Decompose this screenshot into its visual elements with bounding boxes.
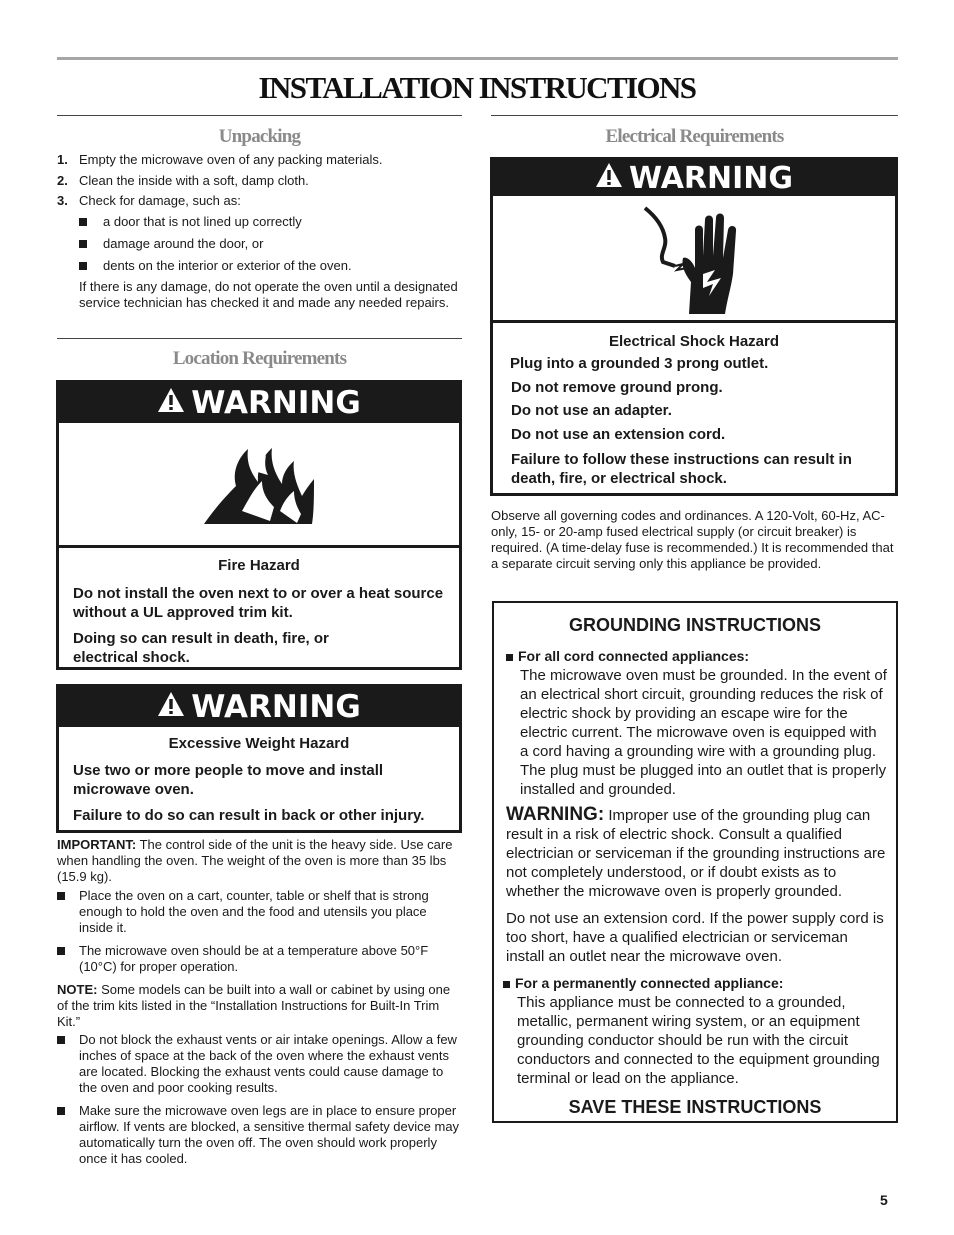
bullet-square: [57, 892, 65, 900]
weight-hazard-title: Excessive Weight Hazard: [168, 735, 350, 752]
shock-line: Plug into a grounded 3 prong outlet.: [510, 355, 769, 372]
section-divider: [57, 338, 462, 339]
electric-shock-hand-icon: [641, 204, 751, 316]
warning-banner: [59, 687, 459, 727]
perm-label: For a permanently connected appliance:: [515, 975, 784, 991]
damage-item-text: dents on the interior or exterior of the oven.: [103, 258, 352, 273]
bullet-square: [79, 262, 87, 270]
warning-triangle-icon: [157, 385, 185, 421]
important-label: IMPORTANT:: [57, 837, 137, 852]
grounding-heading: GROUNDING INSTRUCTIONS: [569, 615, 821, 635]
important-text: The control side of the unit is the heavy side. Use care when handling the oven. The weight of the oven is more than 35 lbs (15.9 kg).: [57, 837, 453, 884]
shock-line: Do not remove ground prong.: [511, 379, 723, 396]
perm-text: This appliance must be connected to a grounded, metallic, permanent wiring system, or an equipment grounding conductor should be run with the circuit conductors and connected to the equipment grounding terminal or lead on the appliance.: [517, 994, 880, 1087]
weight-warning-line2: Failure to do so can result in back or other injury.: [73, 807, 425, 824]
unpacking-steps: [57, 152, 462, 332]
shock-line: Failure to follow these instructions can result in death, fire, or electrical shock.: [511, 451, 852, 487]
fire-warning-line2: Doing so can result in death, fire, or electrical shock.: [73, 630, 329, 666]
bullet-text: The microwave oven should be at a temperature above 50°F (10°C) for proper operation.: [79, 943, 429, 974]
page-title: INSTALLATION INSTRUCTIONS: [258, 70, 696, 105]
shock-line: Do not use an adapter.: [511, 402, 672, 419]
electrical-paragraph: Observe all governing codes and ordinances. A 120-Volt, 60-Hz, AC-only, 15- or 20-amp fused electrical supply (or circuit breaker) is required. (A time-delay fuse is recommended.) It is recommended that a separate circuit serving only this appliance be provided.: [491, 508, 894, 571]
warning-label: WARNING: [191, 689, 361, 725]
page-number: 5: [880, 1192, 888, 1208]
bullet-text: Make sure the microwave oven legs are in place to ensure proper airflow. If vents are blocked, a sensitive thermal safety device may automatically turn the oven off. The oven should work properly once it has cooled.: [79, 1103, 460, 1166]
weight-warning-box: [56, 684, 462, 833]
section-divider: [57, 115, 462, 116]
grounding-warning-text: Improper use of the grounding plug can result in a risk of electric shock. Consult a qualified electrician or serviceman if the grounding instructions are not completely understood, or if doubt exists as to whether the microwave oven is properly grounded.: [506, 807, 886, 900]
warning-banner: [493, 160, 895, 196]
note-paragraph: [57, 982, 462, 1030]
electrical-warning-box: [490, 157, 898, 496]
cord-label-row: [506, 647, 888, 666]
grounding-box: [492, 601, 898, 1123]
step-text: Clean the inside with a soft, damp cloth.: [79, 173, 309, 188]
bullet-square: [57, 947, 65, 955]
bullet-text: Do not block the exhaust vents or air intake openings. Allow a few inches of space at the back of the oven where the exhaust vents are located. Blocking the exhaust vents could cause damage to the oven and poor cooking results.: [79, 1032, 457, 1095]
shock-hazard-title: Electrical Shock Hazard: [608, 333, 780, 350]
important-paragraph: [57, 837, 462, 885]
step-text: Empty the microwave oven of any packing materials.: [79, 152, 383, 167]
bullet-square: [79, 218, 87, 226]
bullet-text: Place the oven on a cart, counter, table or shelf that is strong enough to hold the oven and the food and utensils you place inside it.: [79, 888, 429, 935]
bullet-square: [79, 240, 87, 248]
step-number: 2.: [57, 173, 68, 188]
shock-line: Do not use an extension cord.: [511, 426, 726, 443]
fire-warning-line1: Do not install the oven next to or over a heat source without a UL approved trim kit.: [73, 585, 444, 621]
unpacking-heading: Unpacking: [218, 126, 301, 147]
cord-label: For all cord connected appliances:: [518, 648, 750, 664]
location-heading: Location Requirements: [172, 348, 347, 369]
step-number: 3.: [57, 193, 68, 208]
cord-text: The microwave oven must be grounded. In the event of an electrical short circuit, grounding reduces the risk of electric shock by providing an escape wire for the electric current. The microwave oven is equipped with a cord having a grounding wire with a grounding plug. The plug must be plugged into an outlet that is properly installed and grounded.: [520, 667, 887, 798]
warning-label: WARNING: [628, 160, 794, 196]
note-text: Some models can be built into a wall or cabinet by using one of the trim kits listed in the “Installation Instructions for Built-In Trim Kit.”: [57, 982, 451, 1029]
weight-warning-line1: Use two or more people to move and install microwave oven.: [73, 762, 384, 798]
warning-triangle-icon: [595, 161, 623, 196]
warning-banner: [59, 383, 459, 423]
bullet-square: [503, 981, 510, 988]
note-label: NOTE:: [57, 982, 98, 997]
perm-label-row: [503, 974, 888, 993]
section-divider: [491, 115, 898, 116]
bullet-square: [506, 654, 513, 661]
fire-hazard-title: Fire Hazard: [218, 557, 300, 574]
warning-triangle-icon: [157, 689, 185, 725]
damage-item-text: damage around the door, or: [103, 236, 264, 251]
grounding-warning-label: WARNING:: [506, 804, 605, 825]
fire-icon: [202, 441, 317, 526]
shock-pictogram-area: [493, 196, 895, 323]
top-rule: [57, 57, 898, 60]
step-text: Check for damage, such as:: [79, 193, 241, 208]
damage-note: If there is any damage, do not operate the oven until a designated service technician has checked it and made any needed repairs.: [79, 279, 458, 310]
fire-pictogram-area: [59, 423, 459, 548]
bullet-square: [57, 1107, 65, 1115]
fire-warning-box: [56, 380, 462, 670]
damage-item-text: a door that is not lined up correctly: [103, 214, 302, 229]
electrical-heading: Electrical Requirements: [605, 126, 784, 147]
warning-label: WARNING: [191, 385, 361, 421]
extension-text: Do not use an extension cord. If the power supply cord is too short, have a qualified electrician or serviceman install an outlet near the microwave oven.: [506, 910, 884, 965]
step-number: 1.: [57, 152, 68, 167]
grounding-warning: [506, 805, 888, 901]
save-instructions: SAVE THESE INSTRUCTIONS: [568, 1097, 822, 1117]
bullet-square: [57, 1036, 65, 1044]
